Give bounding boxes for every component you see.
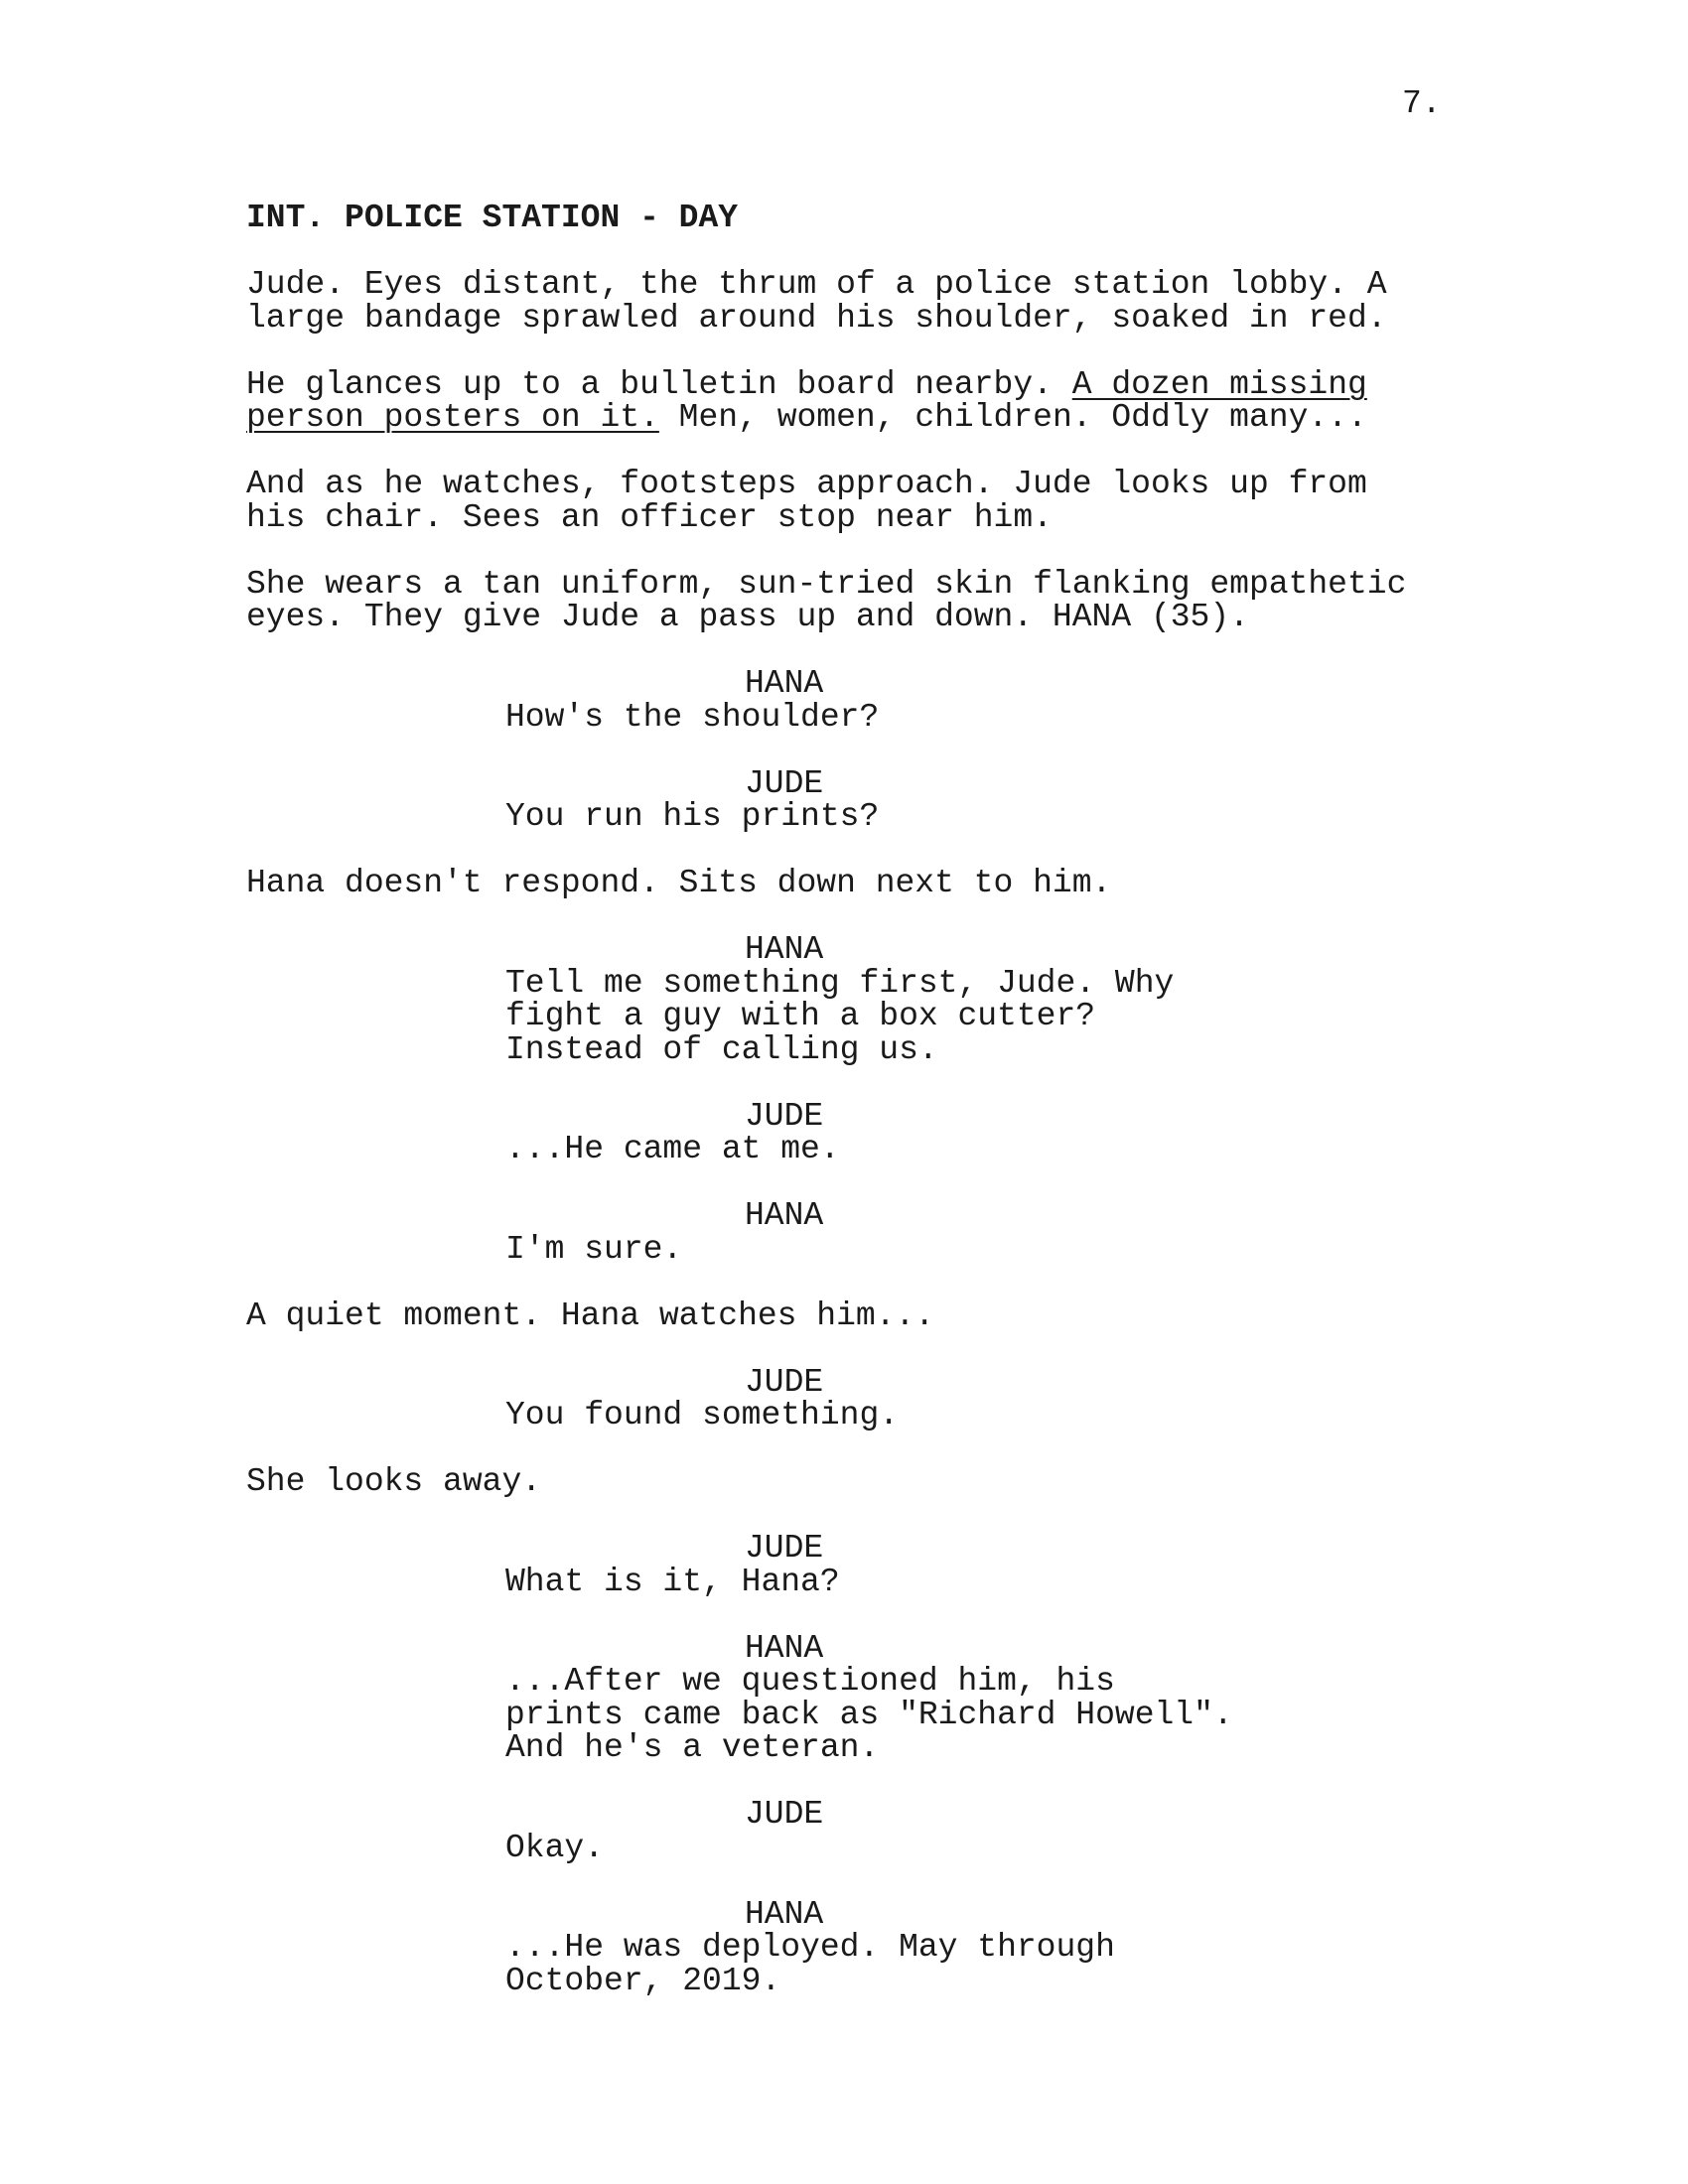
character-name: HANA bbox=[745, 1895, 824, 1933]
underlined-text: person posters on it. bbox=[246, 399, 659, 436]
action-line: And as he watches, footsteps approach. Jude looks up from bbox=[246, 466, 1367, 502]
action-line: A quiet moment. Hana watches him... bbox=[246, 1297, 935, 1334]
dialogue-line: You found something. bbox=[505, 1397, 900, 1433]
underlined-text: A dozen missing bbox=[1071, 365, 1367, 403]
dialogue-line: October, 2019. bbox=[505, 1962, 781, 1999]
dialogue-line: How's the shoulder? bbox=[505, 698, 880, 736]
action-line bbox=[246, 365, 1537, 403]
action-line bbox=[246, 401, 1537, 435]
action-line: Jude. Eyes distant, the thrum of a police station lobby. A bbox=[246, 266, 1387, 303]
dialogue-line: And he's a veteran. bbox=[505, 1729, 880, 1766]
action-line: large bandage sprawled around his shoulder, soaked in red. bbox=[246, 299, 1387, 337]
dialogue-line: Tell me something first, Jude. Why bbox=[505, 964, 1175, 1002]
action-line: Hana doesn't respond. Sits down next to him. bbox=[246, 865, 1112, 901]
page-number: 7. bbox=[1402, 85, 1442, 122]
dialogue-line: ...He came at me. bbox=[505, 1131, 840, 1167]
dialogue-line: ...He was deployed. May through bbox=[505, 1929, 1115, 1966]
action-line: She wears a tan uniform, sun-tried skin flanking empathetic bbox=[246, 565, 1407, 603]
scene-heading: INT. POLICE STATION - DAY bbox=[246, 200, 739, 236]
screenplay-body bbox=[246, 202, 1537, 1997]
dialogue-line: ...After we questioned him, his bbox=[505, 1663, 1115, 1700]
character-name: JUDE bbox=[745, 1796, 824, 1833]
dialogue-line: You run his prints? bbox=[505, 798, 880, 835]
action-text: He glances up to a bulletin board nearby. bbox=[246, 365, 1072, 403]
character-name: JUDE bbox=[745, 1097, 824, 1135]
action-line: eyes. They give Jude a pass up and down. HANA (35). bbox=[246, 599, 1249, 635]
dialogue-line: fight a guy with a box cutter? bbox=[505, 998, 1096, 1034]
dialogue-line: What is it, Hana? bbox=[505, 1563, 840, 1600]
action-line: She looks away. bbox=[246, 1463, 542, 1500]
dialogue-line: prints came back as "Richard Howell". bbox=[505, 1696, 1233, 1733]
character-name: JUDE bbox=[745, 1530, 824, 1567]
dialogue-line: Instead of calling us. bbox=[505, 1030, 938, 1068]
character-name: HANA bbox=[745, 1629, 824, 1667]
action-line: his chair. Sees an officer stop near him. bbox=[246, 498, 1053, 536]
character-name: HANA bbox=[745, 665, 824, 702]
dialogue-line: I'm sure. bbox=[505, 1230, 683, 1268]
character-name: JUDE bbox=[745, 764, 824, 802]
character-name: JUDE bbox=[745, 1363, 824, 1401]
character-name: HANA bbox=[745, 1197, 824, 1234]
action-text: Men, women, children. Oddly many... bbox=[658, 399, 1367, 436]
character-name: HANA bbox=[745, 931, 824, 968]
dialogue-line: Okay. bbox=[505, 1829, 605, 1866]
